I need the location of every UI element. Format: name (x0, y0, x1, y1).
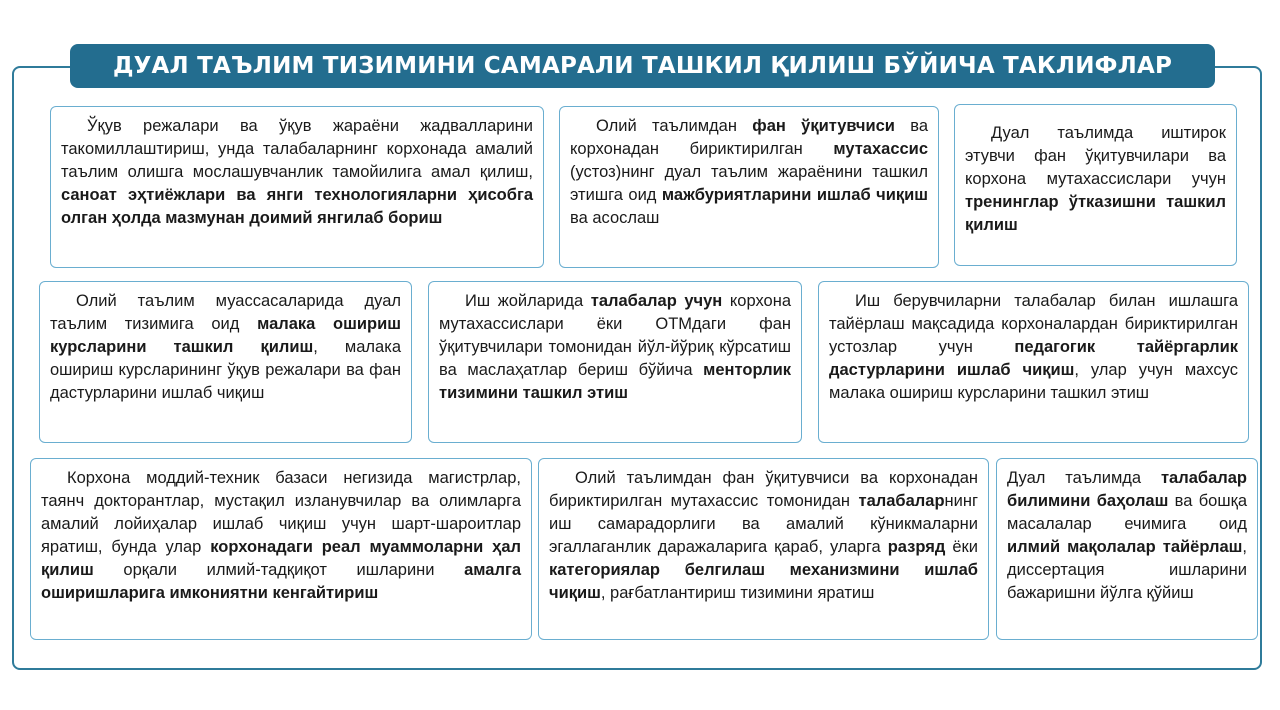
body-text: Олий таълим муассасаларида дуал таълим тизимига оид (50, 292, 401, 333)
proposal-card-1 (50, 106, 544, 268)
highlighted-text: корхонадаги реал муаммоларни ҳал қилиш (41, 538, 521, 579)
proposal-text (570, 115, 928, 230)
body-text: орқали илмий-тадқиқот ишларини (93, 561, 465, 579)
highlighted-text: илмий мақолалар тайёрлаш (1007, 538, 1243, 556)
body-text: , диссертация ишларини бажаришни йўлга қўйиш (1007, 538, 1247, 602)
highlighted-text: малака ошириш курсларини ташкил қилиш (50, 315, 401, 356)
highlighted-text: амалга оширишларига имкониятни кенгайтириш (41, 561, 521, 602)
body-text: ва корхонадан бириктирилган (570, 117, 929, 158)
proposal-card-9 (996, 458, 1258, 640)
body-text: , улар учун махсус малака ошириш курсларини ташкил этиш (829, 361, 1238, 402)
body-text: Дуал таълимда иштирок этувчи фан ўқитувчилари ва корхона мутахассислари учун (965, 124, 1226, 188)
body-text: (устоз)нинг дуал таълим жараёнини ташкил этишга оид (570, 163, 928, 204)
body-text: Олий таълимдан (596, 117, 753, 135)
proposal-card-6 (818, 281, 1249, 443)
highlighted-text: талабалар билимини баҳолаш (1007, 469, 1247, 510)
proposal-card-3 (954, 104, 1237, 266)
highlighted-text: талабалар учун (590, 292, 723, 310)
proposal-card-4 (39, 281, 412, 443)
body-text: нинг иш самарадорлиги ва амалий кўникмаларни эгаллаганлик даражаларига қараб, уларга (549, 492, 978, 556)
body-text: Дуал таълимда (1007, 469, 1161, 487)
proposal-card-8 (538, 458, 989, 640)
highlighted-text: фан ўқитувчиси (752, 117, 895, 135)
highlighted-text: педагогик тайёргарлик дастурларини ишлаб чиқиш (829, 338, 1238, 379)
proposal-text (829, 290, 1238, 405)
proposal-card-7 (30, 458, 532, 640)
page-title: ДУАЛ ТАЪЛИМ ТИЗИМИНИ САМАРАЛИ ТАШКИЛ ҚИЛИШ БЎЙИЧА ТАКЛИФЛАР (70, 44, 1215, 88)
body-text: , малака ошириш курсларининг ўқув режалари ва фан дастурларини ишлаб чиқиш (50, 338, 401, 402)
proposal-card-5 (428, 281, 802, 443)
proposal-card-2 (559, 106, 939, 268)
highlighted-text: саноат эҳтиёжлари ва янги технологияларни ҳисобга олган ҳолда мазмунан доимий янгилаб бориш (61, 186, 533, 227)
proposal-text (50, 290, 401, 405)
body-text: ва асослаш (570, 209, 660, 227)
highlighted-text: тренинглар ўтказишни ташкил қилиш (965, 193, 1226, 234)
body-text: Иш жойларида (465, 292, 591, 310)
proposal-text (439, 290, 791, 405)
body-text: корхона мутахассислари ёки ОТМдаги фан ўқитувчилари томонидан йўл-йўриқ кўрсатиш ва маслаҳатлар бериш бўйича (439, 292, 791, 379)
highlighted-text: разряд (887, 538, 946, 556)
proposal-text (1007, 467, 1247, 605)
highlighted-text: мутахассис (833, 140, 928, 158)
highlighted-text: талабалар (858, 492, 945, 510)
body-text: Корхона моддий-техник базаси негизида магистрлар, таянч докторантлар, мустақил изланувчилар ва олимларга амалий лойиҳалар ишлаб чиқиш учун шарт-шароитлар яратиш, бунда улар (41, 469, 521, 556)
body-text: , рағбатлантириш тизимини яратиш (600, 584, 875, 602)
highlighted-text: менторлик тизимини ташкил этиш (439, 361, 791, 402)
body-text: Ўқув режалари ва ўқув жараёни жадвалларини такомиллаштириш, унда талабаларнинг корхонада амалий таълим олишга мослашувчанлик тамойилига амал қилиш, (61, 117, 533, 181)
body-text: Олий таълимдан фан ўқитувчиси ва корхонадан бириктирилган мутахассис томонидан (549, 469, 978, 510)
proposal-text (41, 467, 521, 605)
body-text: ва бошқа масалалар ечимига оид (1007, 492, 1247, 533)
highlighted-text: категориялар белгилаш механизмини ишлаб чиқиш (549, 561, 978, 602)
proposal-text (965, 122, 1226, 237)
proposal-text (549, 467, 978, 605)
proposal-text (61, 115, 533, 230)
body-text: ёки (945, 538, 978, 556)
highlighted-text: мажбуриятларини ишлаб чиқиш (661, 186, 929, 204)
body-text: Иш берувчиларни талабалар билан ишлашга тайёрлаш мақсадида корхоналардан бириктирилган устозлар учун (829, 292, 1238, 356)
